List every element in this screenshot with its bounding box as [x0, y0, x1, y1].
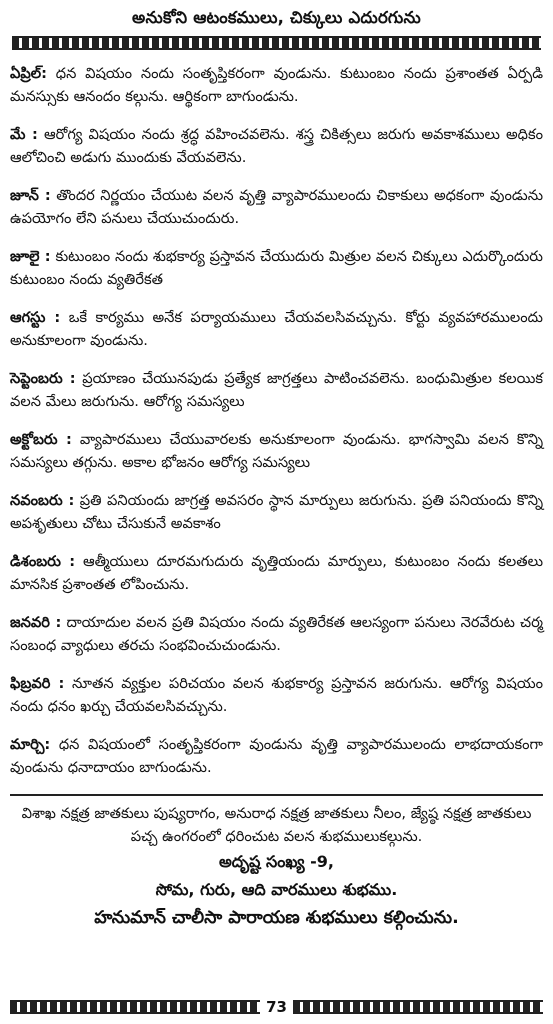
page-title: అనుకోని ఆటంకములు, చిక్కులు ఎదురగును [132, 8, 421, 27]
month-entry [10, 123, 543, 169]
month-prediction-text: దాయాదుల వలన ప్రతి విషయం నందు వ్యతిరేకత ఆలస్యంగా పనులు నెరవేరుట చర్మ సంబంధ వ్యాధులు తరచు సంభవించుచుండును. [10, 614, 543, 654]
month-label: జూలై : [10, 248, 51, 265]
month-prediction-text: ప్రతి పనియందు జాగ్రత్త అవసరం స్థాన మార్పులు జరుగును. ప్రతి పనియందు కొన్ని అపశృతులు చోటు చేసుకునే అవకాశం [10, 492, 544, 532]
lucky-days: సోమ, గురు, ఆది వారములు శుభము. [155, 880, 398, 899]
month-entry [10, 733, 543, 779]
month-prediction-text: కుటుంబం నందు శుభకార్య ప్రస్తావన చేయుదురు మిత్రుల వలన చిక్కులు ఎదుర్కొందురు కుటుంబం నందు వ్యతిరేకత [10, 248, 543, 288]
month-entry [10, 672, 543, 718]
month-entry [10, 550, 543, 596]
month-entry [10, 62, 543, 108]
monthly-predictions [10, 62, 543, 779]
month-prediction-text: ఆరోగ్య విషయం నందు శ్రద్ధ వహించవలెను. శస్త్ర చికిత్సలు జరుగు అవకాశములు అధికం ఆలోచించి అడుగు ముందుకు వేయవలెను. [10, 126, 544, 166]
month-entry [10, 306, 543, 352]
month-label: జూన్ : [10, 187, 51, 204]
decorative-border-bottom-left [10, 1000, 260, 1014]
remedy-text: హనుమాన్ చాలీసా పారాయణ శుభములు కల్గించును. [94, 908, 459, 928]
month-prediction-text: ఆత్మీయులు దూరమగుదురు వృత్తియందు మార్పులు, కుటుంబం నందు కలతలు మానసిక ప్రశాంతత లోపించును. [10, 553, 543, 593]
divider-line [10, 794, 543, 796]
month-label: డిశంబరు : [10, 553, 76, 570]
month-entry [10, 184, 543, 230]
month-entry [10, 611, 543, 657]
month-label: అక్టోబరు : [10, 431, 72, 448]
lucky-number: అదృష్ట సంఖ్య -9, [218, 852, 335, 871]
month-label: ఫిబ్రవరి : [10, 675, 65, 692]
month-prediction-text: ప్రయాణం చేయునపుడు ప్రత్యేక జాగ్రత్తలు పాటించవలెను. బంధుమిత్రుల కలయిక వలన మేలు జరుగును. ఆరోగ్య సమస్యలు [10, 370, 543, 410]
month-entry [10, 428, 543, 474]
month-label: నవంబరు : [10, 492, 75, 509]
month-label: మార్చి: [10, 736, 51, 753]
month-label: మే : [10, 126, 38, 143]
month-prediction-text: నూతన వ్యక్తుల పరిచయం వలన శుభకార్య ప్రస్తావన జరుగును. ఆరోగ్య విషయం నందు ధనం ఖర్చు చేయవలసివచ్చును. [10, 675, 543, 715]
month-prediction-text: వ్యాపారములు చేయువారలకు అనుకూలంగా వుండును. భాగస్వామి వలన కొన్ని సమస్యలు తగ్గును. అకాల భోజనం ఆరోగ్య సమస్యలు [10, 431, 543, 471]
footer-section [10, 802, 543, 932]
month-prediction-text: ధన విషయం నందు సంతృప్తికరంగా వుండును. కుటుంబం నందు ప్రశాంతత ఏర్పడి మనస్సుకు ఆనందం కల్గును. ఆర్థికంగా బాగుండును. [10, 65, 543, 105]
month-prediction-text: తొందర నిర్ణయం చేయుట వలన వృత్తి వ్యాపారములందు చికాకులు అధకంగా వుండును ఉపయోగం లేని పనులు చేయుచుందురు. [10, 187, 544, 227]
month-label: ఆగస్టు : [10, 309, 61, 326]
month-label: జనవరి : [10, 614, 62, 631]
page-footer-bar [10, 996, 543, 1018]
gemstone-advice: విశాఖ నక్షత్ర జాతకులు పుష్యరాగం, అనురాధ నక్షత్ర జాతకులు నీలం, జ్యేష్ఠ నక్షత్ర జాతకులు పచ్చ ఉంగరంలో ధరించుట వలన శుభములుకల్గును. [21, 805, 532, 845]
page-number: 73 [266, 998, 287, 1016]
month-entry [10, 489, 543, 535]
decorative-border-top [12, 36, 541, 50]
month-label: ఏప్రిల్: [10, 65, 47, 82]
month-prediction-text: ఒకే కార్యము అనేక పర్యాయములు చేయవలసివచ్చును. కోర్టు వ్యవహారములందు అనుకూలంగా వుండును. [10, 309, 543, 349]
month-entry [10, 367, 543, 413]
month-label: సెప్టెంబరు : [10, 370, 76, 387]
month-entry [10, 245, 543, 291]
month-prediction-text: ధన విషయంలో సంతృప్తికరంగా వుండును వృత్తి వ్యాపారములందు లాభదాయకంగా వుండును ధనాదాయం బాగుండును. [10, 736, 543, 776]
decorative-border-bottom-right [293, 1000, 543, 1014]
